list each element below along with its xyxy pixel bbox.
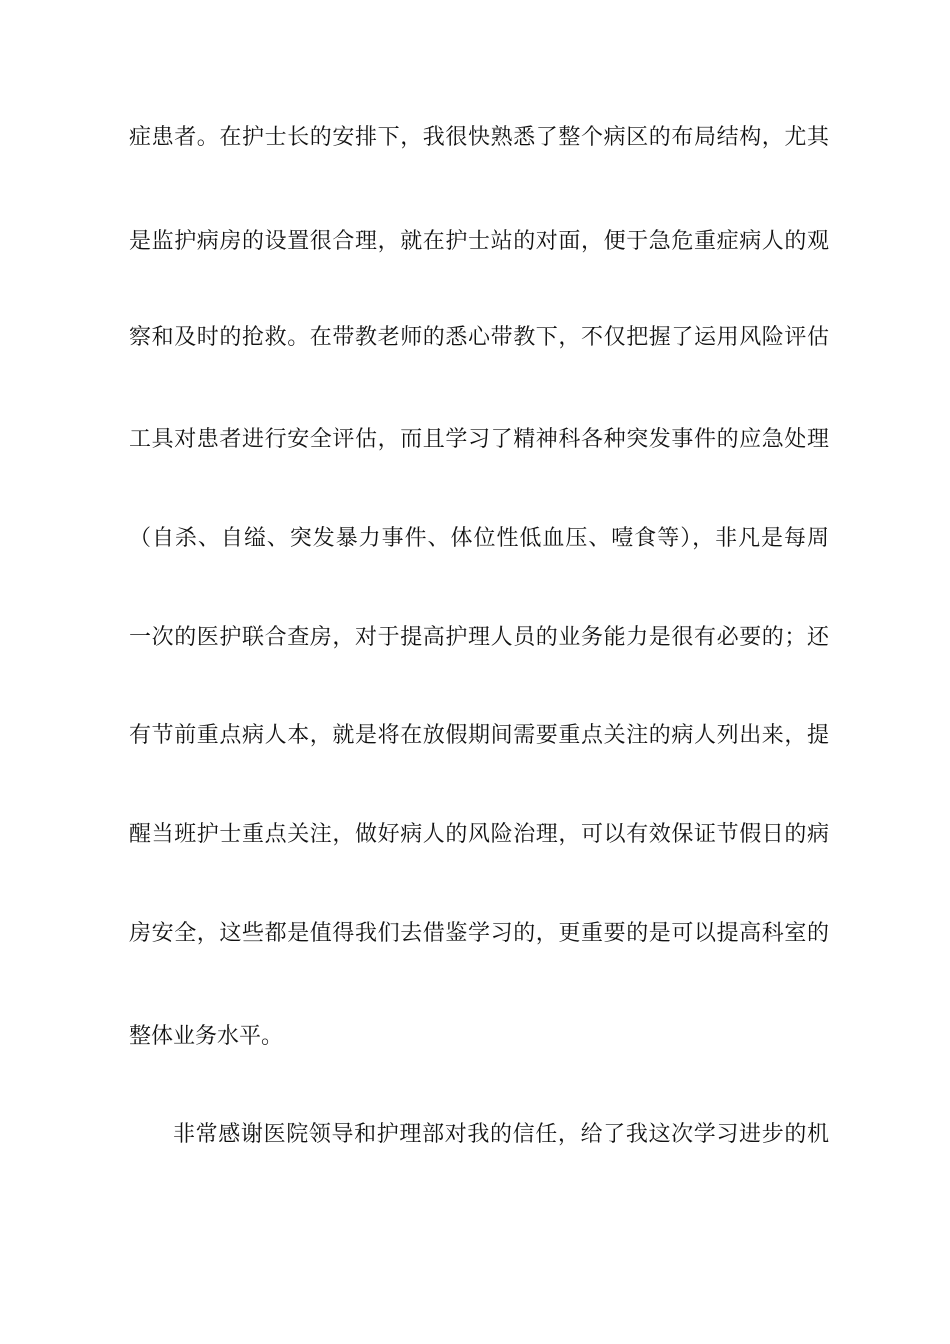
paragraph-line-11: 非常感谢医院领导和护理部对我的信任，给了我这次学习进步的机 (173, 1122, 829, 1147)
paragraph-line-9: 房安全，这些都是值得我们去借鉴学习的，更重要的是可以提高科室的 (129, 921, 829, 946)
paragraph-line-1: 症患者。在护士长的安排下，我很快熟悉了整个病区的布局结构，尤其 (129, 125, 829, 150)
paragraph-line-10: 整体业务水平。 (129, 1024, 284, 1049)
paragraph-line-6: 一次的医护联合查房，对于提高护理人员的业务能力是很有必要的；还 (129, 625, 829, 650)
paragraph-line-3: 察和及时的抢救。在带教老师的悉心带教下，不仅把握了运用风险评估 (129, 325, 829, 350)
paragraph-line-7: 有节前重点病人本，就是将在放假期间需要重点关注的病人列出来，提 (129, 723, 829, 748)
paragraph-line-8: 醒当班护士重点关注，做好病人的风险治理，可以有效保证节假日的病 (129, 822, 829, 847)
paragraph-line-5: （自杀、自缢、突发暴力事件、体位性低血压、噎食等），非凡是每周 (129, 526, 829, 551)
paragraph-line-2: 是监护病房的设置很合理，就在护士站的对面，便于急危重症病人的观 (129, 229, 829, 254)
paragraph-line-4: 工具对患者进行安全评估，而且学习了精神科各种突发事件的应急处理 (129, 427, 829, 452)
